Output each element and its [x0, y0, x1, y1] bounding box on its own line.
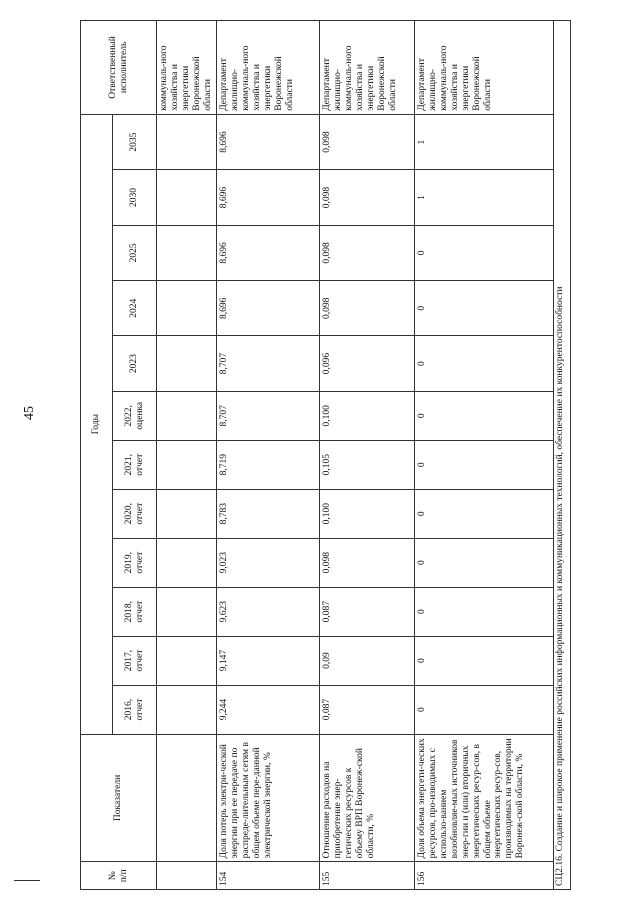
- value-cell: [157, 489, 217, 538]
- header-number: № п/п: [81, 862, 157, 890]
- value-cell: [157, 440, 217, 489]
- value-cell: 8,696: [217, 170, 320, 225]
- value-cell: [157, 391, 217, 440]
- value-cell: 0: [415, 685, 554, 734]
- value-cell: [157, 636, 217, 685]
- value-cell: 9,244: [217, 685, 320, 734]
- header-executor: Ответственный исполнитель: [81, 21, 157, 115]
- table-row: [415, 21, 554, 890]
- value-cell: 0: [415, 440, 554, 489]
- header-year: 2016, отчет: [113, 685, 157, 734]
- executor-cell: коммуналь-ного хозяйства и энергетики Воронежской области: [157, 21, 217, 115]
- header-year: 2024: [113, 281, 157, 336]
- header-year: 2018, отчет: [113, 587, 157, 636]
- value-cell: 8,719: [217, 440, 320, 489]
- value-cell: 8,707: [217, 391, 320, 440]
- value-cell: 0: [415, 587, 554, 636]
- value-cell: 0: [415, 225, 554, 280]
- row-number: 154: [217, 862, 320, 890]
- value-cell: [157, 587, 217, 636]
- table-row: [157, 21, 217, 890]
- value-cell: 8,696: [217, 281, 320, 336]
- value-cell: 0: [415, 489, 554, 538]
- indicators-table: [80, 20, 571, 890]
- indicator-name: Доля потерь электри-ческой энергии при ее передаче по распреде-лительным сетям в общем объеме пере-данной электрической энергии, %: [217, 734, 320, 862]
- value-cell: [157, 685, 217, 734]
- value-cell: [157, 538, 217, 587]
- header-years: Годы: [81, 114, 113, 734]
- table-row: [217, 21, 320, 890]
- value-cell: 0: [415, 391, 554, 440]
- value-cell: 9,147: [217, 636, 320, 685]
- value-cell: 1: [415, 170, 554, 225]
- value-cell: 8,707: [217, 336, 320, 391]
- header-year: 2030: [113, 170, 157, 225]
- header-year: 2022, оценка: [113, 391, 157, 440]
- value-cell: 9,023: [217, 538, 320, 587]
- value-cell: 0,098: [320, 281, 415, 336]
- value-cell: 0,100: [320, 391, 415, 440]
- value-cell: 0,105: [320, 440, 415, 489]
- header-year: 2020, отчет: [113, 489, 157, 538]
- margin-mark: [14, 880, 40, 881]
- rotated-page-content: [80, 20, 570, 890]
- value-cell: 0,100: [320, 489, 415, 538]
- indicator-name: [157, 734, 217, 862]
- header-year: 2017, отчет: [113, 636, 157, 685]
- indicator-name: Доля объема энергети-ческих ресурсов, про-изводимых с использо-ванием возобновляе-мых источников энер-гии и (или) вторичных энергетических ресур-сов, в общем объеме энергетических ресур-сов, производимых на территории Воронеж-ской области, %: [415, 734, 554, 862]
- executor-cell: Департамент жилищно-коммуналь-ного хозяйства и энергетики Воронежской области: [415, 21, 554, 115]
- value-cell: 0,087: [320, 685, 415, 734]
- row-number: 156: [415, 862, 554, 890]
- value-cell: 0: [415, 336, 554, 391]
- value-cell: 8,696: [217, 114, 320, 170]
- header-year: 2035: [113, 114, 157, 170]
- header-year: 2025: [113, 225, 157, 280]
- header-year: 2019, отчет: [113, 538, 157, 587]
- value-cell: 0,096: [320, 336, 415, 391]
- executor-cell: Департамент жилищно-коммуналь-ного хозяйства и энергетики Воронежской области: [217, 21, 320, 115]
- value-cell: 0,098: [320, 225, 415, 280]
- value-cell: 0,098: [320, 114, 415, 170]
- header-indicator: Показатели: [81, 734, 157, 862]
- row-number: 155: [320, 862, 415, 890]
- header-year: 2021, отчет: [113, 440, 157, 489]
- value-cell: [157, 170, 217, 225]
- value-cell: [157, 281, 217, 336]
- value-cell: 8,696: [217, 225, 320, 280]
- value-cell: 0,087: [320, 587, 415, 636]
- value-cell: 0,09: [320, 636, 415, 685]
- value-cell: 1: [415, 114, 554, 170]
- executor-cell: Департамент жилищно-коммуналь-ного хозяйства и энергетики Воронежской области: [320, 21, 415, 115]
- header-year: 2023: [113, 336, 157, 391]
- value-cell: 0,098: [320, 170, 415, 225]
- value-cell: 8,783: [217, 489, 320, 538]
- section-heading: СЦ2.16. Создание и широкое применение российских информационных и коммуникационных технологий, обеспечение их конкурентоспособности: [554, 21, 571, 890]
- section-row: [554, 21, 571, 890]
- page-number: 45: [22, 406, 37, 420]
- value-cell: 0: [415, 538, 554, 587]
- value-cell: [157, 114, 217, 170]
- value-cell: 0,098: [320, 538, 415, 587]
- row-number: [157, 862, 217, 890]
- value-cell: 0: [415, 636, 554, 685]
- value-cell: 9,623: [217, 587, 320, 636]
- table-row: [320, 21, 415, 890]
- value-cell: [157, 225, 217, 280]
- indicator-name: Отношение расходов на приобретение энер-гетических ресурсов к объему ВРП Воронеж-ской области, %: [320, 734, 415, 862]
- value-cell: [157, 336, 217, 391]
- value-cell: 0: [415, 281, 554, 336]
